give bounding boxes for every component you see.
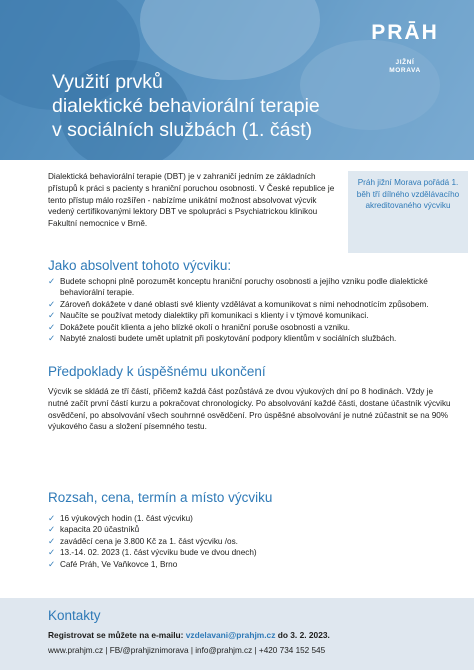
check-icon: ✓ (48, 547, 56, 558)
check-icon: ✓ (48, 298, 56, 309)
check-icon: ✓ (48, 558, 56, 569)
list-item: ✓ Budete schopni plně porozumět konceptu hraniční poruchy osobnosti a jejího vzniku podle dialektické behaviorální terapie. (48, 276, 428, 298)
logo-brand: PRĀH (371, 21, 439, 44)
section-heading-contacts: Kontakty (48, 608, 101, 623)
check-icon: ✓ (48, 276, 56, 286)
intro-text: Dialektická behaviorální terapie (DBT) je v zahraničí jedním ze základních přístupů k práci s pacienty s hraniční poruchou osobnosti. V České republice je tento přístup málo rozšířen - nabízíme unikátní možnost absolvovat výcvik vedený certifikovanými lektory DBT ve spolupráci s Psychiatrickou klinikou Fakultní nemocnice v Brně. (48, 172, 335, 229)
check-icon: ✓ (48, 310, 56, 321)
list-item: ✓ Dokážete poučit klienta a jeho blízké okolí o hraniční poruše osobnosti a vzniku. (48, 321, 350, 332)
registration-line: Registrovat se můžete na e-mailu: vzdelavani@prahjm.cz do 3. 2. 2023. (48, 630, 330, 640)
contacts-footer (0, 598, 474, 670)
list-item: ✓ Zároveň dokážete v dané oblasti své klienty vzdělávat a komunikovat s nimi nehodnotícím způsobem. (48, 298, 429, 309)
contact-links[interactable]: www.prahjm.cz | FB/@prahjiznimorava | info@prahjm.cz | +420 734 152 545 (48, 646, 326, 655)
list-item: ✓ Café Práh, Ve Vaňkovce 1, Brno (48, 558, 178, 569)
list-item: ✓ Nabyté znalosti budete umět uplatnit při poskytování podpory klientům v sociálních službách. (48, 333, 397, 344)
section-heading-graduate: Jako absolvent tohoto výcviku: (48, 258, 232, 273)
scope-list (48, 513, 463, 570)
prerequisites-text: Výcvik se skládá ze tří částí, přičemž každá část pozůstává ze dvou výukových dní po 8 hodinách. Vždy je nutné začít první částí kurzu a pokračovat chronologicky. Po absolvování každé části, dostane účastník výcviku osvědčení, po absolvování všech souhrnné osvědčení. Pro úspěšné absolvování je nutné zúčastnit se na 90% výukového času a složení písemného testu. (48, 387, 451, 432)
list-item: ✓ 13.-14. 02. 2023 (1. část výcviku bude ve dvou dnech) (48, 547, 257, 558)
logo-region: JIŽNÍ MORAVA (389, 59, 421, 74)
graduate-list (48, 276, 463, 344)
check-icon: ✓ (48, 513, 56, 523)
hero-banner (0, 0, 474, 160)
check-icon: ✓ (48, 321, 56, 332)
registration-email-link[interactable]: vzdelavani@prahjm.cz (185, 630, 276, 640)
section-heading-scope: Rozsah, cena, termín a místo výcviku (48, 490, 273, 505)
section-heading-prerequisites: Předpoklady k úspěšnému ukončení (48, 364, 266, 379)
check-icon: ✓ (48, 535, 56, 546)
check-icon: ✓ (48, 333, 56, 344)
list-item: ✓ zaváděcí cena je 3.800 Kč za 1. část výcviku /os. (48, 535, 238, 546)
intro-highlight-box: Práh jižní Morava pořádá 1. běh tří dílného vzdělávacího akreditovaného výcviku (348, 171, 468, 253)
check-icon: ✓ (48, 524, 56, 535)
page-title: Využití prvků dialektické behaviorální terapie v sociálních službách (1. část) (52, 71, 320, 141)
list-item: ✓ 16 výukových hodin (1. část výcviku) (48, 513, 193, 523)
prah-logo (360, 22, 450, 75)
list-item: ✓ kapacita 20 účastníků (48, 524, 140, 535)
list-item: ✓ Naučíte se používat metody dialektiky při komunikaci s klienty i v týmové komunikaci. (48, 310, 369, 321)
